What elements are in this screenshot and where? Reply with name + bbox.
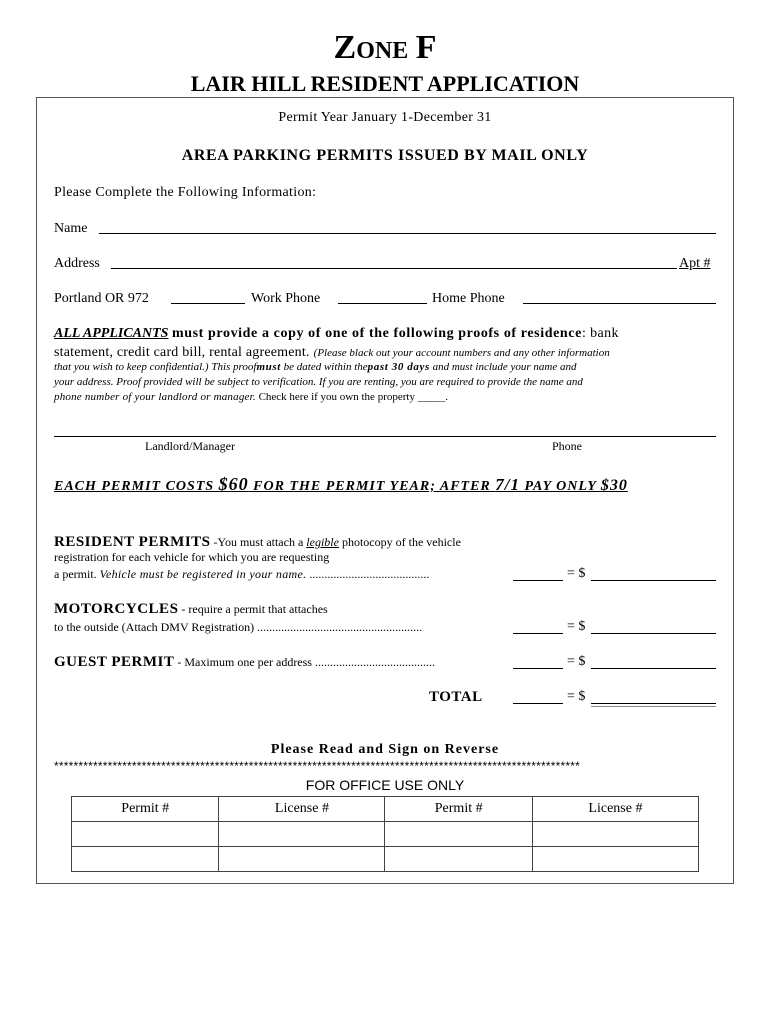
moto-amount-field[interactable]	[591, 633, 716, 634]
cost-middle: FOR THE PERMIT YEAR; AFTER	[248, 479, 496, 494]
total-amount-field[interactable]	[591, 703, 716, 704]
resident-qty-field[interactable]	[513, 580, 563, 581]
col-license-2: License #	[532, 797, 698, 822]
permit-cost	[54, 474, 628, 497]
zip-field[interactable]	[171, 303, 245, 304]
moto-title: MOTORCYCLES	[54, 601, 179, 617]
apt-label: Apt #	[679, 256, 711, 271]
address-label: Address	[54, 256, 100, 271]
bank-text: : bank	[581, 326, 619, 341]
office-use-title: FOR OFFICE USE ONLY	[305, 777, 465, 793]
work-phone-field[interactable]	[338, 303, 427, 304]
must-provide: must provide a copy of one of the following proofs of residence	[171, 326, 582, 341]
table-cell[interactable]	[385, 822, 532, 847]
own-property-check[interactable]: Check here if you own the property _____.	[255, 391, 448, 403]
proof-dated: be dated within the	[280, 361, 368, 373]
moto-text: - require a permit that attaches	[178, 602, 328, 616]
cost-suffix: PAY ONLY	[520, 479, 601, 494]
home-phone-field[interactable]	[523, 303, 716, 304]
total-equals: = $	[567, 689, 586, 704]
proof-line-5	[54, 390, 448, 405]
table-cell[interactable]	[219, 847, 385, 872]
mail-notice: AREA PARKING PERMITS ISSUED BY MAIL ONLY	[181, 147, 589, 164]
moto-equals: = $	[567, 619, 586, 634]
cost-price: $60	[218, 474, 249, 494]
total-double-underline	[591, 706, 716, 707]
landlord-field[interactable]	[54, 436, 716, 437]
read-sign-notice: Please Read and Sign on Reverse	[270, 742, 500, 757]
title-zone-letter: F	[415, 29, 437, 66]
proof-landlord-note: phone number of your landlord or manager.	[54, 391, 256, 403]
proof-line-4: your address. Proof provided will be subject to verification. If you are renting, you are required to provide the name and	[54, 376, 583, 388]
table-cell[interactable]	[385, 847, 532, 872]
form-title	[0, 30, 770, 69]
total-label: TOTAL	[429, 689, 483, 705]
home-phone-label: Home Phone	[432, 291, 505, 306]
instructions: Please Complete the Following Information:	[54, 185, 317, 200]
title-initial: Z	[333, 29, 357, 66]
moto-qty-field[interactable]	[513, 633, 563, 634]
col-permit-1: Permit #	[72, 797, 219, 822]
resident-equals: = $	[567, 566, 586, 581]
resident-line-3	[54, 567, 429, 582]
city-label: Portland OR 972	[54, 291, 149, 306]
cost-reduced: $30	[600, 477, 628, 494]
resident-line3-plain: a permit.	[54, 567, 100, 581]
name-field[interactable]	[99, 233, 716, 234]
resident-dots: ........................................	[306, 567, 430, 581]
resident-line-2: registration for each vehicle for which you are requesting	[54, 550, 330, 564]
work-phone-label: Work Phone	[251, 291, 321, 306]
proof-blackout-note: (Please black out your account numbers and any other information	[313, 347, 610, 359]
table-cell[interactable]	[72, 847, 219, 872]
moto-line-2: to the outside (Attach DMV Registration) .......................................................	[54, 620, 423, 634]
proof-past-30: past 30 days	[367, 361, 430, 373]
name-label: Name	[54, 221, 88, 236]
guest-title: GUEST PERMIT	[54, 654, 175, 670]
table-cell[interactable]	[532, 822, 698, 847]
resident-line-1	[54, 533, 461, 551]
guest-amount-field[interactable]	[591, 668, 716, 669]
resident-legible: legible	[306, 535, 339, 549]
table-cell[interactable]	[219, 822, 385, 847]
landlord-label: Landlord/Manager	[145, 439, 235, 453]
office-table-header	[72, 797, 699, 822]
proof-include: and must include your name and	[429, 361, 577, 373]
cost-prefix: EACH PERMIT COSTS	[54, 479, 219, 494]
address-field[interactable]	[111, 268, 677, 269]
title-rest: ONE	[356, 38, 409, 64]
guest-equals: = $	[567, 654, 586, 669]
col-license-1: License #	[219, 797, 385, 822]
table-cell[interactable]	[72, 822, 219, 847]
proof-must: must	[256, 361, 281, 373]
guest-text: - Maximum one per address ........................................	[174, 655, 435, 669]
proof-line-3	[54, 360, 577, 375]
proof-confidential: that you wish to keep confidential.) This proof	[54, 361, 257, 373]
resident-registered-note: Vehicle must be registered in your name.	[99, 567, 307, 581]
landlord-phone-label: Phone	[552, 439, 582, 453]
col-permit-2: Permit #	[385, 797, 532, 822]
table-row	[72, 847, 699, 872]
all-applicants: ALL APPLICANTS	[54, 326, 169, 341]
permit-year: Permit Year January 1-December 31	[278, 110, 492, 125]
resident-title: RESIDENT PERMITS	[54, 534, 211, 550]
moto-line-1	[54, 600, 328, 618]
proof-line-2	[54, 344, 610, 361]
divider-stars: ************************************************************************************************************	[54, 759, 580, 773]
table-cell[interactable]	[532, 847, 698, 872]
office-use-table	[71, 796, 699, 872]
total-qty-field[interactable]	[513, 703, 563, 704]
table-row	[72, 822, 699, 847]
guest-qty-field[interactable]	[513, 668, 563, 669]
guest-line	[54, 653, 435, 671]
form-subtitle: LAIR HILL RESIDENT APPLICATION	[190, 71, 580, 96]
cost-date: 7/1	[495, 475, 520, 494]
proof-line-1	[54, 325, 619, 343]
resident-amount-field[interactable]	[591, 580, 716, 581]
resident-text-b: photocopy of the vehicle	[338, 535, 461, 549]
resident-text-a: -You must attach a	[210, 535, 307, 549]
proof-docs: statement, credit card bill, rental agreement.	[54, 345, 310, 360]
